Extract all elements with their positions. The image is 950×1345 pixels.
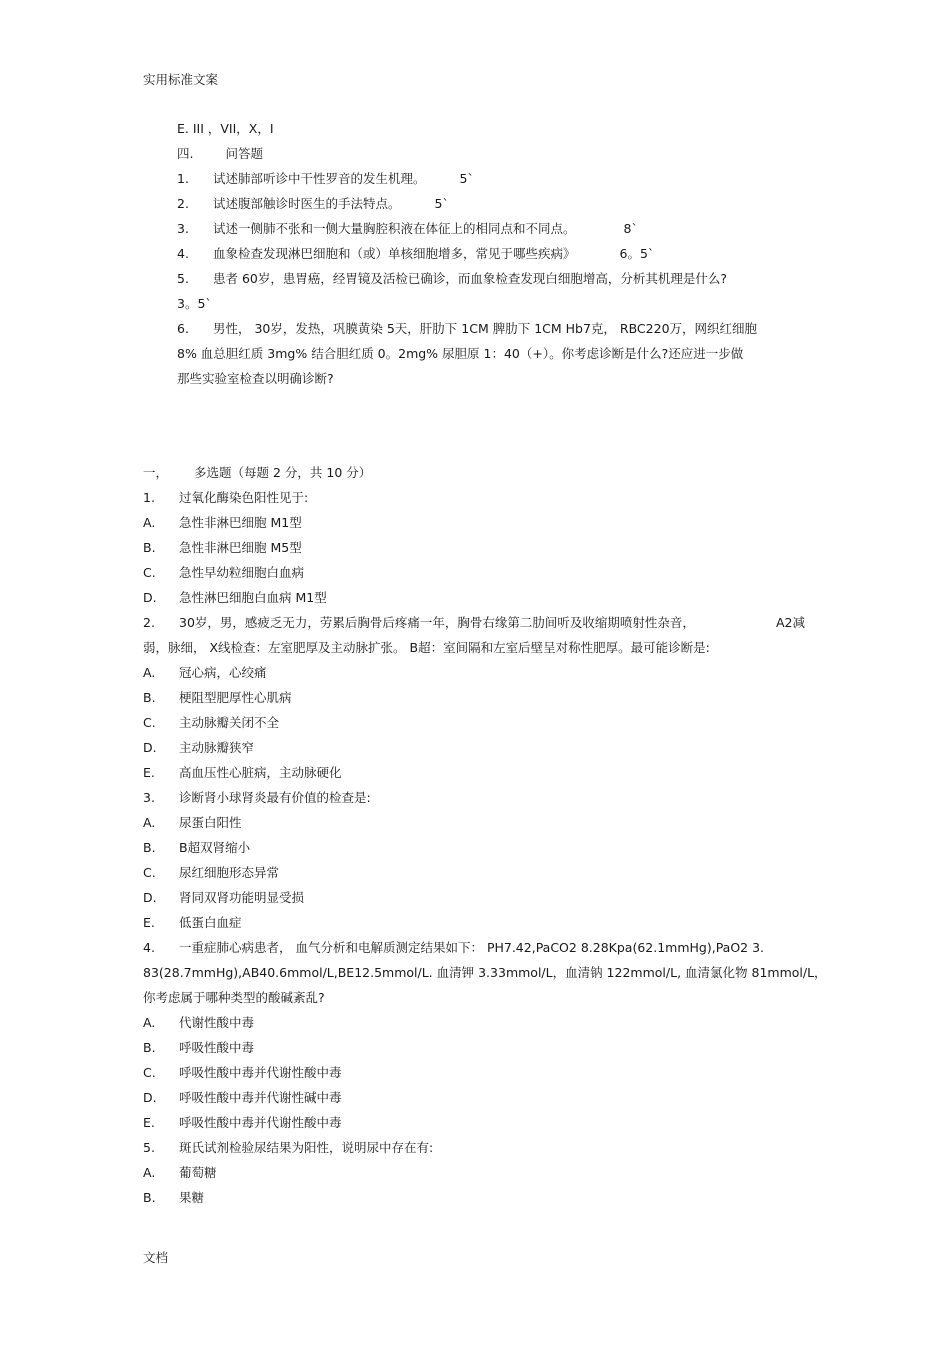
section-number: 一， bbox=[143, 465, 169, 480]
option-label: C. bbox=[143, 1065, 156, 1080]
essay-question-1 bbox=[177, 171, 474, 187]
question-number: 3. bbox=[143, 790, 155, 805]
option-label: C. bbox=[143, 865, 156, 880]
question-text-continued: 弱，脉细， X线检查：左室肥厚及主动脉扩张。 B超：室间隔和左室后壁呈对称性肥厚。最可能诊断是: bbox=[143, 640, 710, 655]
essay-question-3 bbox=[177, 221, 638, 237]
option-label: A. bbox=[143, 515, 156, 530]
option-label: E. bbox=[143, 765, 155, 780]
option-c bbox=[143, 1065, 342, 1081]
option-a bbox=[143, 1015, 254, 1031]
question-2 bbox=[143, 615, 805, 631]
question-text: 男性， 30岁，发热，巩膜黄染 5天，肝肋下 1CM 脾肋下 1CM Hb7克， RBC220万，网织红细胞 bbox=[213, 321, 758, 336]
option-text: 梗阻型肥厚性心肌病 bbox=[179, 690, 292, 705]
option-text: 尿蛋白阳性 bbox=[179, 815, 242, 830]
option-text: 代谢性酸中毒 bbox=[179, 1015, 255, 1030]
option-a bbox=[143, 815, 242, 831]
option-label: D. bbox=[143, 890, 157, 905]
option-label: E. bbox=[143, 1115, 155, 1130]
option-text: 急性非淋巴细胞 M5型 bbox=[179, 540, 302, 555]
option-text: 葡萄糖 bbox=[179, 1165, 217, 1180]
question-score: 8` bbox=[623, 221, 638, 236]
page-footer: 文档 bbox=[143, 1250, 169, 1265]
question-1 bbox=[143, 490, 308, 506]
question-text: 30岁，男，感疲乏无力，劳累后胸骨后疼痛一年，胸骨右缘第二肋间听及收缩期喷射性杂音， bbox=[179, 615, 695, 630]
essay-question-4 bbox=[177, 246, 654, 262]
question-number: 2. bbox=[143, 615, 155, 630]
option-text: 呼吸性酸中毒并代谢性酸中毒 bbox=[179, 1115, 342, 1130]
question-text: 过氧化酶染色阳性见于: bbox=[179, 490, 309, 505]
question-text: 患者 60岁，患胃癌，经胃镜及活检已确诊，而血象检查发现白细胞增高，分析其机理是什么? bbox=[213, 271, 728, 286]
question-number: 4. bbox=[143, 940, 155, 955]
option-e bbox=[143, 915, 242, 931]
option-c bbox=[143, 865, 279, 881]
question-score: 3。5` bbox=[177, 296, 212, 311]
question-text-continued: 那些实验室检查以明确诊断? bbox=[177, 371, 334, 386]
option-text: 急性淋巴细胞白血病 M1型 bbox=[179, 590, 327, 605]
question-text-tail: A2减 bbox=[775, 615, 805, 630]
option-label: B. bbox=[143, 690, 156, 705]
option-text: 高血压性心脏病，主动脉硬化 bbox=[179, 765, 342, 780]
option-label: B. bbox=[143, 1040, 156, 1055]
option-text: 主动脉瓣关闭不全 bbox=[179, 715, 280, 730]
question-text-continued: 8% 血总胆红质 3mg% 结合胆红质 0。2mg% 尿胆原 1：40（+）。你考虑诊断是什么?还应进一步做 bbox=[177, 346, 744, 361]
option-text: 果糖 bbox=[179, 1190, 205, 1205]
question-score: 6。5` bbox=[619, 246, 655, 261]
option-label: A. bbox=[143, 1165, 156, 1180]
option-text: 呼吸性酸中毒并代谢性酸中毒 bbox=[179, 1065, 342, 1080]
question-text: 试述一侧肺不张和一侧大量胸腔积液在体征上的相同点和不同点。 bbox=[213, 221, 576, 236]
option-text: 急性早幼粒细胞白血病 bbox=[179, 565, 305, 580]
option-a bbox=[143, 665, 267, 681]
question-text-continued: 你考虑属于哪种类型的酸碱紊乱? bbox=[143, 990, 325, 1005]
option-label: D. bbox=[143, 740, 157, 755]
option-e-line: E. III ，VII，X，I bbox=[177, 121, 274, 136]
section-title: 问答题 bbox=[225, 146, 263, 161]
section-number: 四. bbox=[177, 146, 194, 161]
question-number: 3. bbox=[177, 221, 189, 236]
question-score: 5` bbox=[434, 196, 449, 211]
option-a bbox=[143, 515, 302, 531]
option-d bbox=[143, 890, 304, 906]
option-text: 尿红细胞形态异常 bbox=[179, 865, 280, 880]
question-text: 试述腹部触诊时医生的手法特点。 bbox=[213, 196, 401, 211]
question-number: 1. bbox=[177, 171, 189, 186]
question-number: 6. bbox=[177, 321, 189, 336]
question-text: 诊断肾小球肾炎最有价值的检查是: bbox=[179, 790, 371, 805]
option-b bbox=[143, 540, 302, 556]
question-text: 斑氏试剂检验尿结果为阳性，说明尿中存在有: bbox=[179, 1140, 434, 1155]
option-d bbox=[143, 1090, 342, 1106]
option-text: 低蛋白血症 bbox=[179, 915, 242, 930]
option-text: 急性非淋巴细胞 M1型 bbox=[179, 515, 302, 530]
option-d bbox=[143, 740, 254, 756]
question-score: 5` bbox=[459, 171, 474, 186]
question-number: 5. bbox=[143, 1140, 155, 1155]
option-label: A. bbox=[143, 815, 156, 830]
option-c bbox=[143, 715, 279, 731]
option-d bbox=[143, 590, 327, 606]
question-number: 5. bbox=[177, 271, 189, 286]
question-number: 4. bbox=[177, 246, 189, 261]
option-label: B. bbox=[143, 540, 156, 555]
question-text-continued: 83(28.7mmHg),AB40.6mmol/L,BE12.5mmol/L. 血清钾 3.33mmol/L，血清钠 122mmol/L, 血清氯化物 81mmol/L， bbox=[143, 965, 827, 980]
question-3 bbox=[143, 790, 371, 806]
question-number: 1. bbox=[143, 490, 155, 505]
page-header: 实用标准文案 bbox=[143, 72, 219, 87]
section-title: 多选题（每题 2 分，共 10 分） bbox=[194, 465, 372, 480]
question-text: 试述肺部听诊中干性罗音的发生机理。 bbox=[213, 171, 426, 186]
question-number: 2. bbox=[177, 196, 189, 211]
section-one-heading bbox=[143, 465, 371, 481]
option-label: C. bbox=[143, 565, 156, 580]
essay-question-6 bbox=[177, 321, 757, 337]
option-text: 肾同双肾功能明显受损 bbox=[179, 890, 305, 905]
option-label: D. bbox=[143, 1090, 157, 1105]
option-label: A. bbox=[143, 665, 156, 680]
option-text: 呼吸性酸中毒 bbox=[179, 1040, 255, 1055]
option-text: 冠心病，心绞痛 bbox=[179, 665, 267, 680]
option-label: E. bbox=[143, 915, 155, 930]
option-b bbox=[143, 840, 250, 856]
essay-question-5 bbox=[177, 271, 727, 287]
option-b bbox=[143, 690, 292, 706]
question-text: 一重症肺心病患者， 血气分析和电解质测定结果如下： PH7.42,PaCO2 8.28Kpa(62.1mmHg),PaO2 3. bbox=[179, 940, 765, 955]
option-label: B. bbox=[143, 1190, 156, 1205]
option-label: A. bbox=[143, 1015, 156, 1030]
section-four-heading bbox=[177, 146, 263, 162]
question-4 bbox=[143, 940, 764, 956]
essay-question-2 bbox=[177, 196, 449, 212]
option-label: B. bbox=[143, 840, 156, 855]
option-b bbox=[143, 1190, 204, 1206]
option-e bbox=[143, 1115, 342, 1131]
question-text: 血象检查发现淋巴细胞和（或）单核细胞增多，常见于哪些疾病》 bbox=[213, 246, 576, 261]
option-b bbox=[143, 1040, 254, 1056]
option-text: B超双肾缩小 bbox=[179, 840, 251, 855]
option-label: C. bbox=[143, 715, 156, 730]
question-5 bbox=[143, 1140, 433, 1156]
option-label: D. bbox=[143, 590, 157, 605]
option-text: 呼吸性酸中毒并代谢性碱中毒 bbox=[179, 1090, 342, 1105]
option-text: 主动脉瓣狭窄 bbox=[179, 740, 255, 755]
option-a bbox=[143, 1165, 217, 1181]
option-e bbox=[143, 765, 342, 781]
option-c bbox=[143, 565, 304, 581]
